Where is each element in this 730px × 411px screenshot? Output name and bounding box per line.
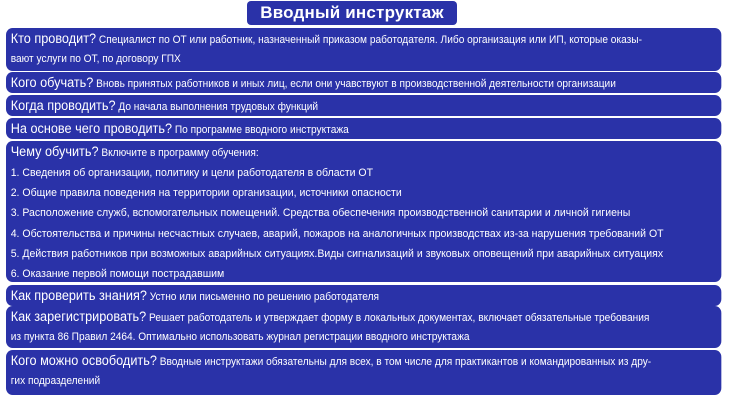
block-line [11, 73, 717, 94]
block-line [11, 119, 717, 140]
answer-text-continued: гих подразделений [10, 375, 101, 387]
answer-text: Решает работодатель и утверждает форму в локальных документах, включает обязательные требования [146, 312, 650, 324]
block-line [11, 307, 717, 328]
answer-text-continued: из пункта 86 Правил 2464. Оптимально использовать журнал регистрации вводного инструктажа [10, 331, 470, 343]
block-when-to-conduct [6, 95, 721, 116]
answer-text: По программе вводного инструктажа [172, 124, 349, 136]
answer-text: Включите в программу обучения: [98, 147, 259, 159]
question-label: Как зарегистрировать? [10, 309, 147, 324]
list-item: 4. Обстоятельства и причины несчастных случаев, аварий, пожаров на аналогичных производствах из-за нарушения требований ОТ [10, 227, 664, 240]
block-line [11, 142, 717, 163]
list-item: 1. Сведения об организации, политику и цели работодателя в области ОТ [10, 167, 374, 179]
answer-text: Вводные инструктажи обязательны для всех, в том числе для практикантов и командированных из дру- [156, 356, 652, 368]
list-item: 5. Действия работников при возможных аварийных ситуациях.Виды сигнализаций и звуковых оповещений при аварийных ситуациях [10, 247, 664, 260]
block-line [11, 286, 717, 307]
answer-text-continued: вают услуги по ОТ, по договору ГПХ [10, 53, 181, 65]
question-label: Чему обучить? [10, 144, 99, 159]
block-registration [6, 306, 721, 348]
page-title: Вводный инструктаж [247, 1, 457, 25]
answer-text: Вновь принятых работников и иных лиц, если они учавствуют в производственной деятельности организации [93, 78, 616, 90]
block-line [11, 96, 717, 117]
question-label: Кого можно освободить? [10, 353, 157, 368]
question-label: Как проверить знания? [10, 288, 147, 303]
block-line [11, 351, 717, 372]
list-item: 3. Расположение служб, вспомогательных помещений. Средства обеспечения производственной санитарии и личной гигиены [10, 207, 631, 220]
block-knowledge-check [6, 285, 721, 306]
block-what-to-teach [6, 141, 721, 282]
block-exemption [6, 350, 721, 395]
list-item: 2. Общие правила поведения на территории организации, источники опасности [10, 187, 402, 200]
question-label: На основе чего проводить? [10, 121, 173, 136]
block-who-conducts [6, 28, 721, 71]
question-label: Когда проводить? [10, 98, 116, 113]
list-item: 6. Оказание первой помощи пострадавшим [10, 268, 225, 281]
block-whom-to-train [6, 72, 721, 93]
block-line [11, 29, 717, 50]
block-basis [6, 118, 721, 139]
question-label: Кого обучать? [10, 75, 94, 90]
question-label: Кто проводит? [10, 31, 97, 46]
answer-text: Специалист по ОТ или работник, назначенный приказом работодателя. Либо организация или ИП, которые оказы- [96, 34, 642, 46]
answer-text: Устно или письменно по решению работодателя [146, 291, 379, 303]
answer-text: До начала выполнения трудовых функций [115, 101, 319, 113]
